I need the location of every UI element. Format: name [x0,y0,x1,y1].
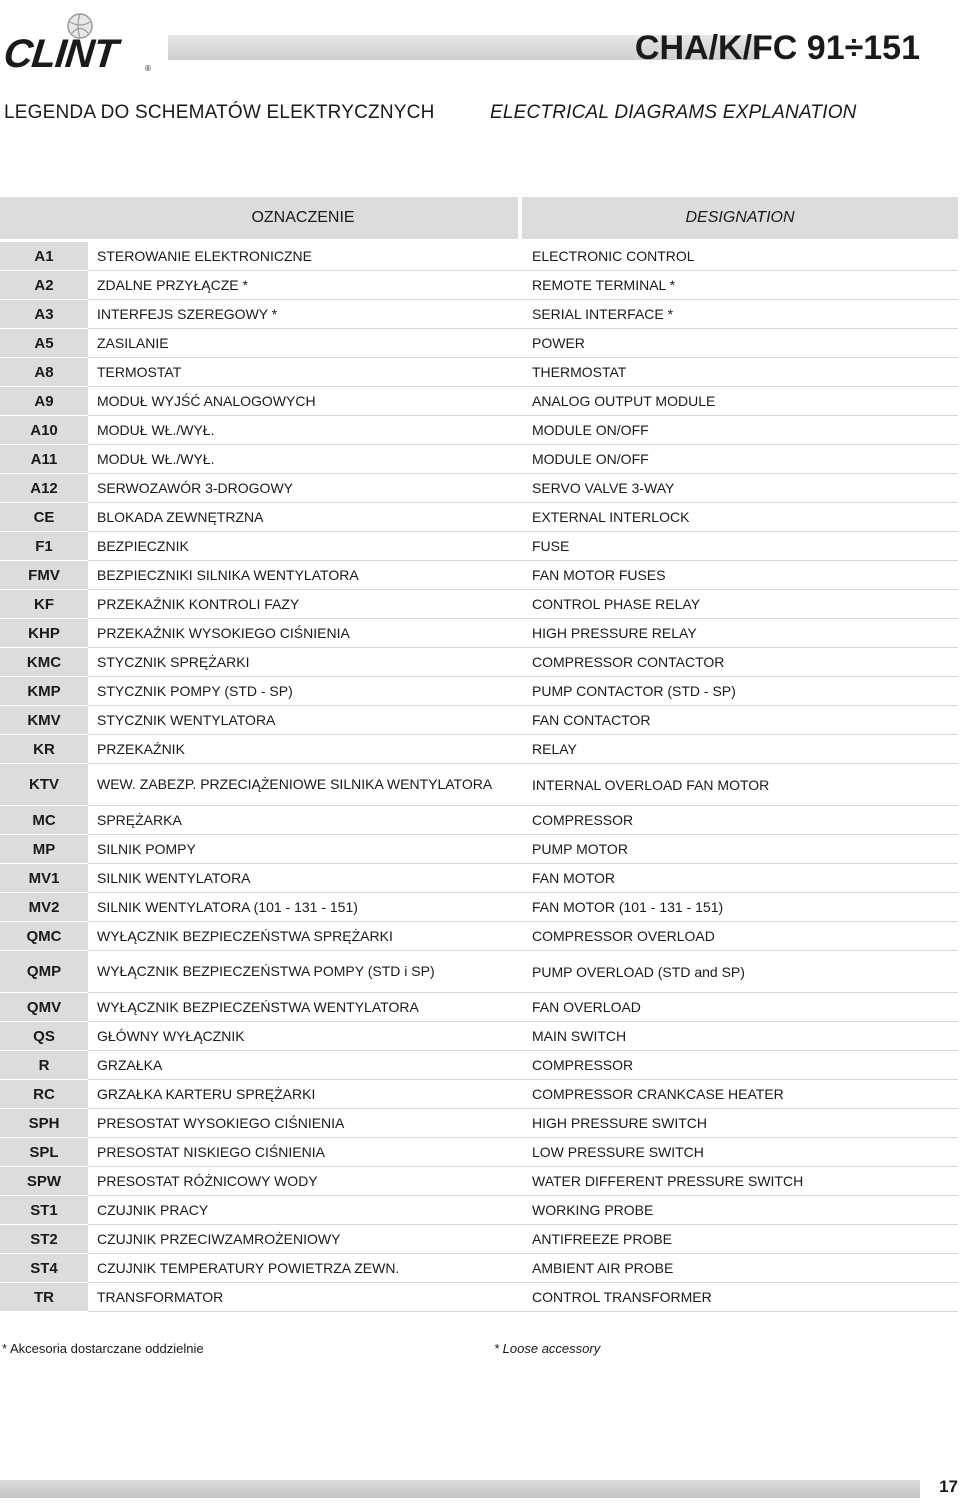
table-row [0,445,958,474]
description-pl: PRZEKAŹNIK WYSOKIEGO CIŚNIENIA [88,619,522,648]
table-row [0,993,958,1022]
description-en: PUMP CONTACTOR (STD - SP) [522,677,958,706]
description-pl: INTERFEJS SZEREGOWY * [88,300,522,329]
description-en: FUSE [522,532,958,561]
code-cell: ST1 [0,1196,88,1225]
description-pl: SILNIK WENTYLATORA (101 - 131 - 151) [88,893,522,922]
code-cell: A8 [0,358,88,387]
footer-bar [0,1480,920,1498]
code-cell: MV2 [0,893,88,922]
table-row [0,387,958,416]
table-row [0,329,958,358]
code-cell: ST4 [0,1254,88,1283]
legend-body [0,242,958,1312]
code-cell: A1 [0,242,88,271]
code-cell: QMV [0,993,88,1022]
code-cell: KMV [0,706,88,735]
description-en: THERMOSTAT [522,358,958,387]
code-cell: KMP [0,677,88,706]
code-cell: A12 [0,474,88,503]
description-en: ELECTRONIC CONTROL [522,242,958,271]
description-en: MAIN SWITCH [522,1022,958,1051]
header-pl: OZNACZENIE [88,197,522,242]
code-cell: SPW [0,1167,88,1196]
code-cell: A2 [0,271,88,300]
description-en: COMPRESSOR CONTACTOR [522,648,958,677]
table-row [0,561,958,590]
table-row [0,864,958,893]
description-pl: PRESOSTAT WYSOKIEGO CIŚNIENIA [88,1109,522,1138]
description-en: INTERNAL OVERLOAD FAN MOTOR [522,764,958,806]
description-en: PUMP MOTOR [522,835,958,864]
code-cell: SPL [0,1138,88,1167]
description-pl: CZUJNIK PRZECIWZAMROŻENIOWY [88,1225,522,1254]
description-pl: ZASILANIE [88,329,522,358]
code-cell: TR [0,1283,88,1312]
code-cell: QMP [0,951,88,993]
code-cell: QMC [0,922,88,951]
page-number: 17 [939,1477,958,1496]
page-title-en: ELECTRICAL DIAGRAMS EXPLANATION [490,102,857,123]
code-cell: MP [0,835,88,864]
table-row [0,474,958,503]
code-cell: A9 [0,387,88,416]
description-en: COMPRESSOR CRANKCASE HEATER [522,1080,958,1109]
code-cell: ST2 [0,1225,88,1254]
code-cell: SPH [0,1109,88,1138]
description-en: RELAY [522,735,958,764]
code-cell: KF [0,590,88,619]
description-pl: TRANSFORMATOR [88,1283,522,1312]
description-en: FAN MOTOR [522,864,958,893]
description-pl: PRZEKAŹNIK KONTROLI FAZY [88,590,522,619]
table-row [0,1225,958,1254]
table-row [0,300,958,329]
description-en: COMPRESSOR [522,1051,958,1080]
model-title: CHA/K/FC 91÷151 [634,29,920,67]
code-cell: KR [0,735,88,764]
table-row [0,242,958,271]
description-pl: STYCZNIK WENTYLATORA [88,706,522,735]
code-cell: MC [0,806,88,835]
table-row [0,1254,958,1283]
table-row [0,1283,958,1312]
brand-name: CLINT [1,32,120,76]
description-en: FAN MOTOR (101 - 131 - 151) [522,893,958,922]
description-pl: MODUŁ WYJŚĆ ANALOGOWYCH [88,387,522,416]
description-pl: STEROWANIE ELEKTRONICZNE [88,242,522,271]
description-en: HIGH PRESSURE SWITCH [522,1109,958,1138]
table-row [0,503,958,532]
description-pl: WYŁĄCZNIK BEZPIECZEŃSTWA SPRĘŻARKI [88,922,522,951]
table-row [0,1109,958,1138]
code-cell: QS [0,1022,88,1051]
description-pl: CZUJNIK TEMPERATURY POWIETRZA ZEWN. [88,1254,522,1283]
description-pl: PRESOSTAT RÓŻNICOWY WODY [88,1167,522,1196]
description-pl: GRZAŁKA [88,1051,522,1080]
description-pl: GRZAŁKA KARTERU SPRĘŻARKI [88,1080,522,1109]
description-en: AMBIENT AIR PROBE [522,1254,958,1283]
table-row [0,1051,958,1080]
description-pl: BEZPIECZNIKI SILNIKA WENTYLATORA [88,561,522,590]
description-pl: SERWOZAWÓR 3-DROGOWY [88,474,522,503]
description-en: MODULE ON/OFF [522,416,958,445]
table-header-row [0,197,958,242]
legend-table [0,197,958,1312]
description-pl: BEZPIECZNIK [88,532,522,561]
code-cell: F1 [0,532,88,561]
description-en: LOW PRESSURE SWITCH [522,1138,958,1167]
code-cell: KTV [0,764,88,806]
description-en: EXTERNAL INTERLOCK [522,503,958,532]
code-cell: KHP [0,619,88,648]
code-cell: A5 [0,329,88,358]
description-en: PUMP OVERLOAD (STD and SP) [522,951,958,993]
description-pl: STYCZNIK SPRĘŻARKI [88,648,522,677]
description-en: POWER [522,329,958,358]
description-en: SERVO VALVE 3-WAY [522,474,958,503]
description-en: WATER DIFFERENT PRESSURE SWITCH [522,1167,958,1196]
code-cell: A11 [0,445,88,474]
header-code-cell [0,197,88,242]
footnote-pl: * Akcesoria dostarczane oddzielnie [2,1341,204,1356]
table-row [0,1138,958,1167]
description-pl: TERMOSTAT [88,358,522,387]
description-en: CONTROL PHASE RELAY [522,590,958,619]
table-row [0,893,958,922]
description-en: ANTIFREEZE PROBE [522,1225,958,1254]
description-pl: WEW. ZABEZP. PRZECIĄŻENIOWE SILNIKA WENTYLATORA [88,764,522,806]
description-pl: BLOKADA ZEWNĘTRZNA [88,503,522,532]
registered-mark: ® [145,64,151,73]
code-cell: CE [0,503,88,532]
table-row [0,835,958,864]
table-row [0,677,958,706]
description-en: FAN MOTOR FUSES [522,561,958,590]
description-pl: MODUŁ WŁ./WYŁ. [88,445,522,474]
code-cell: A10 [0,416,88,445]
description-en: CONTROL TRANSFORMER [522,1283,958,1312]
description-pl: PRESOSTAT NISKIEGO CIŚNIENIA [88,1138,522,1167]
description-pl: PRZEKAŹNIK [88,735,522,764]
description-pl: SILNIK POMPY [88,835,522,864]
table-row [0,706,958,735]
table-row [0,806,958,835]
description-pl: WYŁĄCZNIK BEZPIECZEŃSTWA POMPY (STD i SP) [88,951,522,993]
description-en: ANALOG OUTPUT MODULE [522,387,958,416]
description-pl: ZDALNE PRZYŁĄCZE * [88,271,522,300]
table-row [0,271,958,300]
description-en: WORKING PROBE [522,1196,958,1225]
table-row [0,532,958,561]
description-pl: SPRĘŻARKA [88,806,522,835]
table-row [0,922,958,951]
description-en: HIGH PRESSURE RELAY [522,619,958,648]
code-cell: RC [0,1080,88,1109]
description-en: COMPRESSOR OVERLOAD [522,922,958,951]
table-row [0,590,958,619]
description-pl: SILNIK WENTYLATORA [88,864,522,893]
description-en: FAN OVERLOAD [522,993,958,1022]
code-cell: A3 [0,300,88,329]
table-row [0,951,958,993]
page-title-pl: LEGENDA DO SCHEMATÓW ELEKTRYCZNYCH [4,102,435,123]
code-cell: MV1 [0,864,88,893]
description-en: REMOTE TERMINAL * [522,271,958,300]
description-pl: GŁÓWNY WYŁĄCZNIK [88,1022,522,1051]
description-pl: CZUJNIK PRACY [88,1196,522,1225]
table-row [0,358,958,387]
table-row [0,735,958,764]
code-cell: R [0,1051,88,1080]
table-row [0,1167,958,1196]
table-row [0,1196,958,1225]
description-pl: WYŁĄCZNIK BEZPIECZEŃSTWA WENTYLATORA [88,993,522,1022]
table-row [0,416,958,445]
footnote-en: * Loose accessory [494,1341,601,1356]
code-cell: FMV [0,561,88,590]
table-row [0,648,958,677]
description-en: SERIAL INTERFACE * [522,300,958,329]
table-row [0,1080,958,1109]
description-en: MODULE ON/OFF [522,445,958,474]
description-en: FAN CONTACTOR [522,706,958,735]
table-row [0,764,958,806]
description-pl: MODUŁ WŁ./WYŁ. [88,416,522,445]
header-en: DESIGNATION [522,197,958,242]
description-pl: STYCZNIK POMPY (STD - SP) [88,677,522,706]
brand-logo [1,10,162,76]
table-row [0,619,958,648]
code-cell: KMC [0,648,88,677]
table-row [0,1022,958,1051]
description-en: COMPRESSOR [522,806,958,835]
